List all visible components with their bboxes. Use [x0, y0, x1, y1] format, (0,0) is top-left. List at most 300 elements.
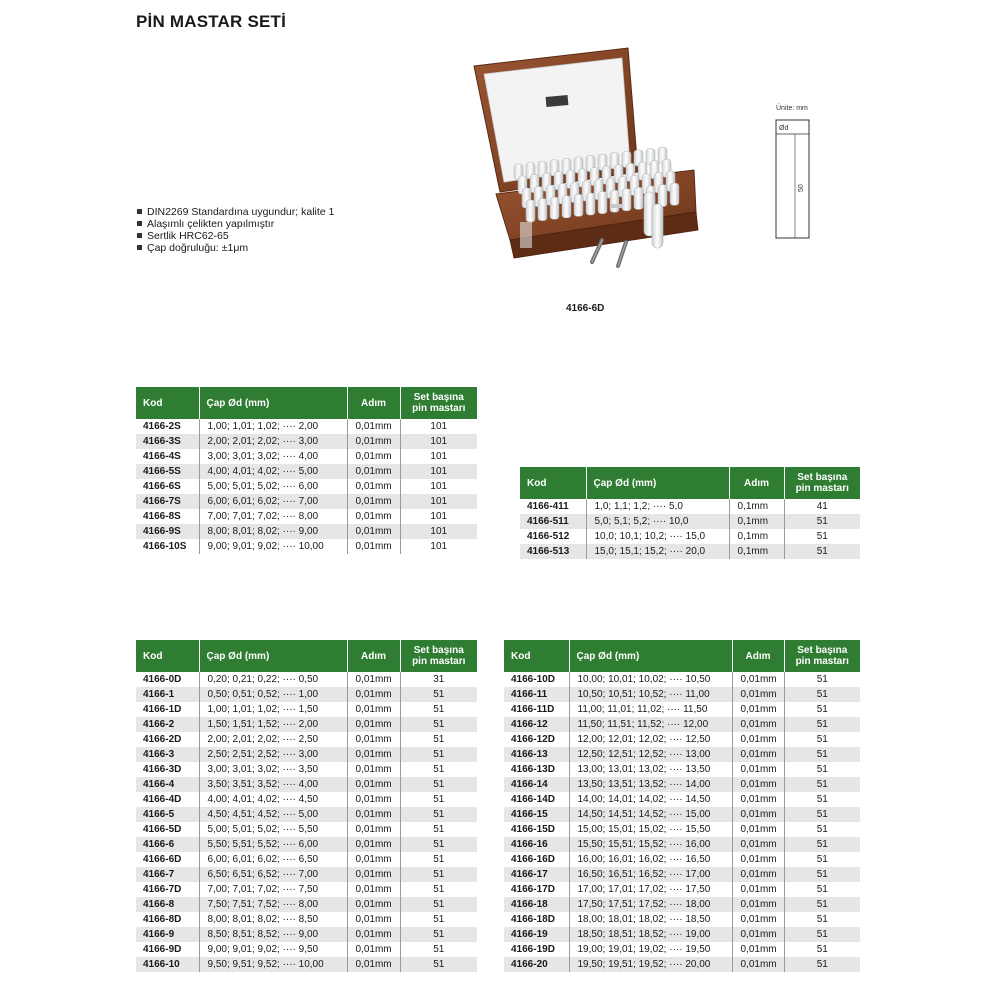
table-row — [136, 867, 477, 882]
cell-step: 0,01mm — [732, 702, 784, 717]
cell-step: 0,01mm — [347, 747, 400, 762]
cell-code: 4166-17 — [504, 867, 569, 882]
cell-code: 4166-2 — [136, 717, 199, 732]
cell-code: 4166-6D — [136, 852, 199, 867]
cell-diameter-range: 3,50; 3,51; 3,52; ···· 4,00 — [199, 777, 347, 792]
cell-code: 4166-11 — [504, 687, 569, 702]
cell-code: 4166-511 — [520, 514, 586, 529]
header-diameter: Çap Ød (mm) — [586, 467, 729, 499]
cell-count: 101 — [400, 494, 477, 509]
cell-count: 51 — [400, 762, 477, 777]
cell-diameter-range: 8,50; 8,51; 8,52; ···· 9,00 — [199, 927, 347, 942]
cell-count: 51 — [784, 912, 860, 927]
cell-diameter-range: 5,0; 5,1; 5,2; ···· 10,0 — [586, 514, 729, 529]
cell-step: 0,01mm — [347, 957, 400, 972]
header-step: Adım — [729, 467, 784, 499]
cell-count: 51 — [784, 777, 860, 792]
table-row — [504, 747, 860, 762]
cell-step: 0,01mm — [732, 927, 784, 942]
cell-count: 51 — [400, 897, 477, 912]
cell-count: 51 — [784, 852, 860, 867]
cell-step: 0,01mm — [347, 732, 400, 747]
cell-diameter-range: 7,50; 7,51; 7,52; ···· 8,00 — [199, 897, 347, 912]
cell-step: 0,01mm — [347, 524, 400, 539]
pin-icon — [550, 197, 559, 219]
table-row — [136, 777, 477, 792]
cell-count: 51 — [400, 927, 477, 942]
header-code: Kod — [136, 387, 199, 419]
cell-step: 0,01mm — [347, 672, 400, 687]
cell-diameter-range: 11,00; 11,01; 11,02; ···· 11,50 — [569, 702, 732, 717]
cell-count: 51 — [784, 882, 860, 897]
cell-step: 0,01mm — [347, 792, 400, 807]
cell-step: 0,01mm — [732, 747, 784, 762]
cell-diameter-range: 0,50; 0,51; 0,52; ···· 1,00 — [199, 687, 347, 702]
header-step: Adım — [347, 387, 400, 419]
cell-step: 0,01mm — [347, 867, 400, 882]
spec-table-500 — [520, 467, 860, 559]
pin-icon — [622, 189, 631, 211]
cell-step: 0,01mm — [732, 957, 784, 972]
header-per-set: Set başına pin mastarı — [784, 640, 860, 672]
table-row — [136, 837, 477, 852]
cell-count: 101 — [400, 449, 477, 464]
cell-diameter-range: 5,00; 5,01; 5,02; ···· 5,50 — [199, 822, 347, 837]
cell-step: 0,01mm — [347, 434, 400, 449]
cell-count: 51 — [400, 822, 477, 837]
cell-code: 4166-10 — [136, 957, 199, 972]
cell-code: 4166-18 — [504, 897, 569, 912]
cell-diameter-range: 5,00; 5,01; 5,02; ···· 6,00 — [199, 479, 347, 494]
header-code: Kod — [136, 640, 199, 672]
header-diameter: Çap Ød (mm) — [199, 640, 347, 672]
cell-code: 4166-18D — [504, 912, 569, 927]
cell-step: 0,1mm — [729, 529, 784, 544]
cell-step: 0,01mm — [347, 539, 400, 554]
table-row — [136, 882, 477, 897]
cell-diameter-range: 13,50; 13,51; 13,52; ···· 14,00 — [569, 777, 732, 792]
cell-step: 0,01mm — [347, 912, 400, 927]
table-row — [504, 702, 860, 717]
header-diameter: Çap Ød (mm) — [569, 640, 732, 672]
cell-count: 31 — [400, 672, 477, 687]
cell-step: 0,01mm — [347, 882, 400, 897]
cell-code: 4166-7D — [136, 882, 199, 897]
cell-count: 51 — [784, 762, 860, 777]
cell-diameter-range: 16,00; 16,01; 16,02; ···· 16,50 — [569, 852, 732, 867]
cell-count: 51 — [400, 792, 477, 807]
cell-diameter-range: 4,50; 4,51; 4,52; ···· 5,00 — [199, 807, 347, 822]
cell-diameter-range: 3,00; 3,01; 3,02; ···· 4,00 — [199, 449, 347, 464]
cell-count: 51 — [400, 957, 477, 972]
table-row — [504, 867, 860, 882]
cell-diameter-range: 10,0; 10,1; 10,2; ···· 15,0 — [586, 529, 729, 544]
cell-diameter-range: 9,50; 9,51; 9,52; ···· 10,00 — [199, 957, 347, 972]
table-row — [504, 732, 860, 747]
cell-diameter-range: 14,00; 14,01; 14,02; ···· 14,50 — [569, 792, 732, 807]
header-step: Adım — [347, 640, 400, 672]
cell-count: 51 — [784, 702, 860, 717]
cell-diameter-range: 15,00; 15,01; 15,02; ···· 15,50 — [569, 822, 732, 837]
cell-code: 4166-7S — [136, 494, 199, 509]
cell-code: 4166-0D — [136, 672, 199, 687]
cell-step: 0,01mm — [347, 807, 400, 822]
cell-step: 0,01mm — [347, 419, 400, 434]
cell-count: 51 — [400, 807, 477, 822]
cell-code: 4166-8 — [136, 897, 199, 912]
table-row — [504, 822, 860, 837]
cell-step: 0,01mm — [732, 837, 784, 852]
unit-label: Ünite: mm — [776, 105, 808, 112]
cell-count: 101 — [400, 419, 477, 434]
cell-code: 4166-9 — [136, 927, 199, 942]
cell-diameter-range: 4,00; 4,01; 4,02; ···· 4,50 — [199, 792, 347, 807]
table-row — [136, 822, 477, 837]
table-row — [136, 927, 477, 942]
cell-code: 4166-6 — [136, 837, 199, 852]
header-per-set: Set başına pin mastarı — [400, 640, 477, 672]
cell-step: 0,1mm — [729, 514, 784, 529]
cell-code: 4166-3 — [136, 747, 199, 762]
cell-diameter-range: 7,00; 7,01; 7,02; ···· 8,00 — [199, 509, 347, 524]
spec-table-s — [136, 387, 477, 554]
cell-count: 51 — [400, 852, 477, 867]
cell-code: 4166-20 — [504, 957, 569, 972]
cell-code: 4166-4S — [136, 449, 199, 464]
table-row — [504, 807, 860, 822]
cell-diameter-range: 17,50; 17,51; 17,52; ···· 18,00 — [569, 897, 732, 912]
cell-code: 4166-1D — [136, 702, 199, 717]
table-row — [136, 449, 477, 464]
table-row — [504, 852, 860, 867]
cell-diameter-range: 16,50; 16,51; 16,52; ···· 17,00 — [569, 867, 732, 882]
table-row — [136, 509, 477, 524]
cell-code: 4166-4 — [136, 777, 199, 792]
cell-diameter-range: 8,00; 8,01; 8,02; ···· 8,50 — [199, 912, 347, 927]
cell-code: 4166-513 — [520, 544, 586, 559]
table-row — [136, 479, 477, 494]
table-row — [520, 514, 860, 529]
table-row — [504, 672, 860, 687]
cell-diameter-range: 1,50; 1,51; 1,52; ···· 2,00 — [199, 717, 347, 732]
cell-diameter-range: 2,00; 2,01; 2,02; ···· 2,50 — [199, 732, 347, 747]
table-row — [136, 792, 477, 807]
table-row — [136, 942, 477, 957]
cell-diameter-range: 2,50; 2,51; 2,52; ···· 3,00 — [199, 747, 347, 762]
pin-icon — [610, 190, 619, 212]
cell-count: 51 — [784, 927, 860, 942]
cell-step: 0,01mm — [347, 494, 400, 509]
cell-step: 0,01mm — [732, 942, 784, 957]
cell-diameter-range: 15,50; 15,51; 15,52; ···· 16,00 — [569, 837, 732, 852]
cell-count: 101 — [400, 479, 477, 494]
cell-code: 4166-8S — [136, 509, 199, 524]
table-row — [504, 717, 860, 732]
cell-step: 0,01mm — [347, 702, 400, 717]
cell-diameter-range: 9,00; 9,01; 9,02; ···· 9,50 — [199, 942, 347, 957]
cell-count: 51 — [784, 514, 860, 529]
cell-count: 51 — [784, 942, 860, 957]
cell-code: 4166-14 — [504, 777, 569, 792]
cell-count: 51 — [784, 822, 860, 837]
cell-diameter-range: 17,00; 17,01; 17,02; ···· 17,50 — [569, 882, 732, 897]
pin-icon — [526, 200, 535, 222]
product-image — [470, 44, 700, 276]
cell-step: 0,01mm — [347, 777, 400, 792]
feature-item: DIN2269 Standardına uygundur; kalite 1 — [136, 206, 334, 218]
feature-item: Sertlik HRC62-65 — [136, 230, 334, 242]
cell-count: 51 — [784, 529, 860, 544]
cell-step: 0,01mm — [347, 837, 400, 852]
table-row — [504, 777, 860, 792]
cell-step: 0,01mm — [347, 897, 400, 912]
table-row — [136, 687, 477, 702]
cell-step: 0,01mm — [347, 464, 400, 479]
cell-count: 51 — [784, 687, 860, 702]
feature-list — [136, 206, 334, 254]
cell-code: 4166-512 — [520, 529, 586, 544]
cell-count: 101 — [400, 524, 477, 539]
cell-code: 4166-15 — [504, 807, 569, 822]
pin-icon — [574, 194, 583, 216]
table-row — [136, 747, 477, 762]
spec-table-right — [504, 640, 860, 972]
cell-code: 4166-2D — [136, 732, 199, 747]
cell-step: 0,01mm — [732, 867, 784, 882]
cell-code: 4166-1 — [136, 687, 199, 702]
cell-count: 51 — [784, 717, 860, 732]
cell-step: 0,01mm — [347, 822, 400, 837]
cell-code: 4166-2S — [136, 419, 199, 434]
table-row — [504, 957, 860, 972]
cell-count: 51 — [784, 747, 860, 762]
table-row — [504, 942, 860, 957]
table-row — [136, 762, 477, 777]
cell-code: 4166-411 — [520, 499, 586, 514]
table-row — [136, 464, 477, 479]
table-row — [504, 882, 860, 897]
cell-diameter-range: 15,0; 15,1; 15,2; ···· 20,0 — [586, 544, 729, 559]
cell-diameter-range: 12,00; 12,01; 12,02; ···· 12,50 — [569, 732, 732, 747]
cell-code: 4166-19D — [504, 942, 569, 957]
cell-diameter-range: 13,00; 13,01; 13,02; ···· 13,50 — [569, 762, 732, 777]
cell-count: 101 — [400, 464, 477, 479]
cell-step: 0,01mm — [347, 509, 400, 524]
cell-count: 51 — [400, 747, 477, 762]
pin-icon — [670, 183, 679, 205]
cell-diameter-range: 0,20; 0,21; 0,22; ···· 0,50 — [199, 672, 347, 687]
cell-count: 51 — [784, 792, 860, 807]
feature-item: Alaşımlı çelikten yapılmıştır — [136, 218, 334, 230]
cell-diameter-range: 9,00; 9,01; 9,02; ···· 10,00 — [199, 539, 347, 554]
table-row — [520, 544, 860, 559]
cell-count: 51 — [400, 912, 477, 927]
table-row — [504, 837, 860, 852]
cell-code: 4166-14D — [504, 792, 569, 807]
cell-code: 4166-6S — [136, 479, 199, 494]
cell-code: 4166-13D — [504, 762, 569, 777]
cell-diameter-range: 3,00; 3,01; 3,02; ···· 3,50 — [199, 762, 347, 777]
cell-count: 51 — [400, 837, 477, 852]
cell-diameter-range: 14,50; 14,51; 14,52; ···· 15,00 — [569, 807, 732, 822]
cell-step: 0,01mm — [347, 479, 400, 494]
cell-step: 0,01mm — [347, 762, 400, 777]
table-row — [136, 434, 477, 449]
pin-icon — [634, 187, 643, 209]
cell-count: 51 — [784, 672, 860, 687]
cell-diameter-range: 19,50; 19,51; 19,52; ···· 20,00 — [569, 957, 732, 972]
cell-count: 101 — [400, 434, 477, 449]
cell-diameter-range: 2,00; 2,01; 2,02; ···· 3,00 — [199, 434, 347, 449]
table-row — [504, 687, 860, 702]
cell-step: 0,01mm — [347, 852, 400, 867]
cell-count: 51 — [784, 867, 860, 882]
cell-count: 51 — [400, 732, 477, 747]
header-per-set: Set başına pin mastarı — [784, 467, 860, 499]
cell-count: 51 — [400, 702, 477, 717]
table-row — [136, 419, 477, 434]
cell-count: 51 — [400, 942, 477, 957]
length-label: 50 — [798, 184, 805, 192]
cell-step: 0,01mm — [347, 449, 400, 464]
cell-count: 51 — [784, 544, 860, 559]
cell-step: 0,01mm — [732, 912, 784, 927]
cell-code: 4166-19 — [504, 927, 569, 942]
cell-diameter-range: 6,00; 6,01; 6,02; ···· 6,50 — [199, 852, 347, 867]
table-row — [520, 529, 860, 544]
header-code: Kod — [520, 467, 586, 499]
pin-drawing — [770, 118, 820, 244]
cell-code: 4166-9S — [136, 524, 199, 539]
cell-count: 51 — [784, 957, 860, 972]
cell-step: 0,01mm — [732, 672, 784, 687]
cell-diameter-range: 1,00; 1,01; 1,02; ···· 2,00 — [199, 419, 347, 434]
cell-diameter-range: 19,00; 19,01; 19,02; ···· 19,50 — [569, 942, 732, 957]
cell-step: 0,01mm — [732, 882, 784, 897]
cell-step: 0,01mm — [347, 927, 400, 942]
cell-code: 4166-4D — [136, 792, 199, 807]
cell-code: 4166-5D — [136, 822, 199, 837]
cell-diameter-range: 18,50; 18,51; 18,52; ···· 19,00 — [569, 927, 732, 942]
diameter-label: Ød — [779, 125, 789, 132]
cell-code: 4166-12 — [504, 717, 569, 732]
table-row — [136, 732, 477, 747]
cell-code: 4166-7 — [136, 867, 199, 882]
cell-step: 0,01mm — [732, 792, 784, 807]
cell-diameter-range: 1,0; 1,1; 1,2; ···· 5,0 — [586, 499, 729, 514]
cell-diameter-range: 10,50; 10,51; 10,52; ···· 11,00 — [569, 687, 732, 702]
cell-step: 0,01mm — [732, 807, 784, 822]
cell-code: 4166-5 — [136, 807, 199, 822]
cell-code: 4166-11D — [504, 702, 569, 717]
cell-count: 51 — [784, 897, 860, 912]
cell-diameter-range: 5,50; 5,51; 5,52; ···· 6,00 — [199, 837, 347, 852]
header-code: Kod — [504, 640, 569, 672]
table-row — [136, 524, 477, 539]
cell-step: 0,01mm — [732, 762, 784, 777]
table-row — [504, 912, 860, 927]
cell-code: 4166-12D — [504, 732, 569, 747]
cell-diameter-range: 18,00; 18,01; 18,02; ···· 18,50 — [569, 912, 732, 927]
cell-count: 101 — [400, 509, 477, 524]
cell-diameter-range: 8,00; 8,01; 8,02; ···· 9,00 — [199, 524, 347, 539]
cell-diameter-range: 6,50; 6,51; 6,52; ···· 7,00 — [199, 867, 347, 882]
table-row — [136, 717, 477, 732]
cell-step: 0,01mm — [732, 687, 784, 702]
cell-step: 0,01mm — [732, 822, 784, 837]
cell-code: 4166-16 — [504, 837, 569, 852]
cell-code: 4166-5S — [136, 464, 199, 479]
header-step: Adım — [732, 640, 784, 672]
cell-step: 0,1mm — [729, 499, 784, 514]
feature-item: Çap doğruluğu: ±1μm — [136, 242, 334, 254]
cell-step: 0,01mm — [732, 897, 784, 912]
cell-diameter-range: 12,50; 12,51; 12,52; ···· 13,00 — [569, 747, 732, 762]
pin-icon — [562, 196, 571, 218]
cell-code: 4166-10D — [504, 672, 569, 687]
cell-count: 101 — [400, 539, 477, 554]
cell-code: 4166-3D — [136, 762, 199, 777]
cell-count: 41 — [784, 499, 860, 514]
cell-diameter-range: 10,00; 10,01; 10,02; ···· 10,50 — [569, 672, 732, 687]
table-row — [136, 539, 477, 554]
cell-diameter-range: 6,00; 6,01; 6,02; ···· 7,00 — [199, 494, 347, 509]
page-title: PİN MASTAR SETİ — [136, 12, 287, 31]
cell-code: 4166-10S — [136, 539, 199, 554]
cell-step: 0,01mm — [732, 732, 784, 747]
cell-count: 51 — [400, 687, 477, 702]
table-row — [136, 852, 477, 867]
cell-count: 51 — [400, 777, 477, 792]
cell-count: 51 — [400, 882, 477, 897]
cell-code: 4166-15D — [504, 822, 569, 837]
table-row — [136, 807, 477, 822]
table-row — [504, 927, 860, 942]
cell-count: 51 — [784, 732, 860, 747]
table-row — [136, 957, 477, 972]
cell-step: 0,1mm — [729, 544, 784, 559]
table-row — [504, 897, 860, 912]
pin-icon — [658, 185, 667, 207]
pin-icon — [586, 193, 595, 215]
table-row — [136, 494, 477, 509]
cell-diameter-range: 11,50; 11,51; 11,52; ···· 12,00 — [569, 717, 732, 732]
table-row — [504, 762, 860, 777]
table-row — [136, 897, 477, 912]
product-caption: 4166-6D — [566, 303, 605, 314]
cell-step: 0,01mm — [732, 717, 784, 732]
table-row — [136, 702, 477, 717]
table-row — [504, 792, 860, 807]
cell-code: 4166-16D — [504, 852, 569, 867]
cell-step: 0,01mm — [732, 852, 784, 867]
spec-table-left — [136, 640, 477, 972]
table-row — [136, 912, 477, 927]
cell-code: 4166-17D — [504, 882, 569, 897]
table-row — [136, 672, 477, 687]
cell-diameter-range: 7,00; 7,01; 7,02; ···· 7,50 — [199, 882, 347, 897]
cell-step: 0,01mm — [347, 942, 400, 957]
cell-step: 0,01mm — [347, 687, 400, 702]
cell-step: 0,01mm — [732, 777, 784, 792]
cell-code: 4166-8D — [136, 912, 199, 927]
cell-code: 4166-3S — [136, 434, 199, 449]
cell-count: 51 — [784, 837, 860, 852]
header-diameter: Çap Ød (mm) — [199, 387, 347, 419]
cell-code: 4166-13 — [504, 747, 569, 762]
pin-icon — [598, 192, 607, 214]
cell-count: 51 — [400, 867, 477, 882]
